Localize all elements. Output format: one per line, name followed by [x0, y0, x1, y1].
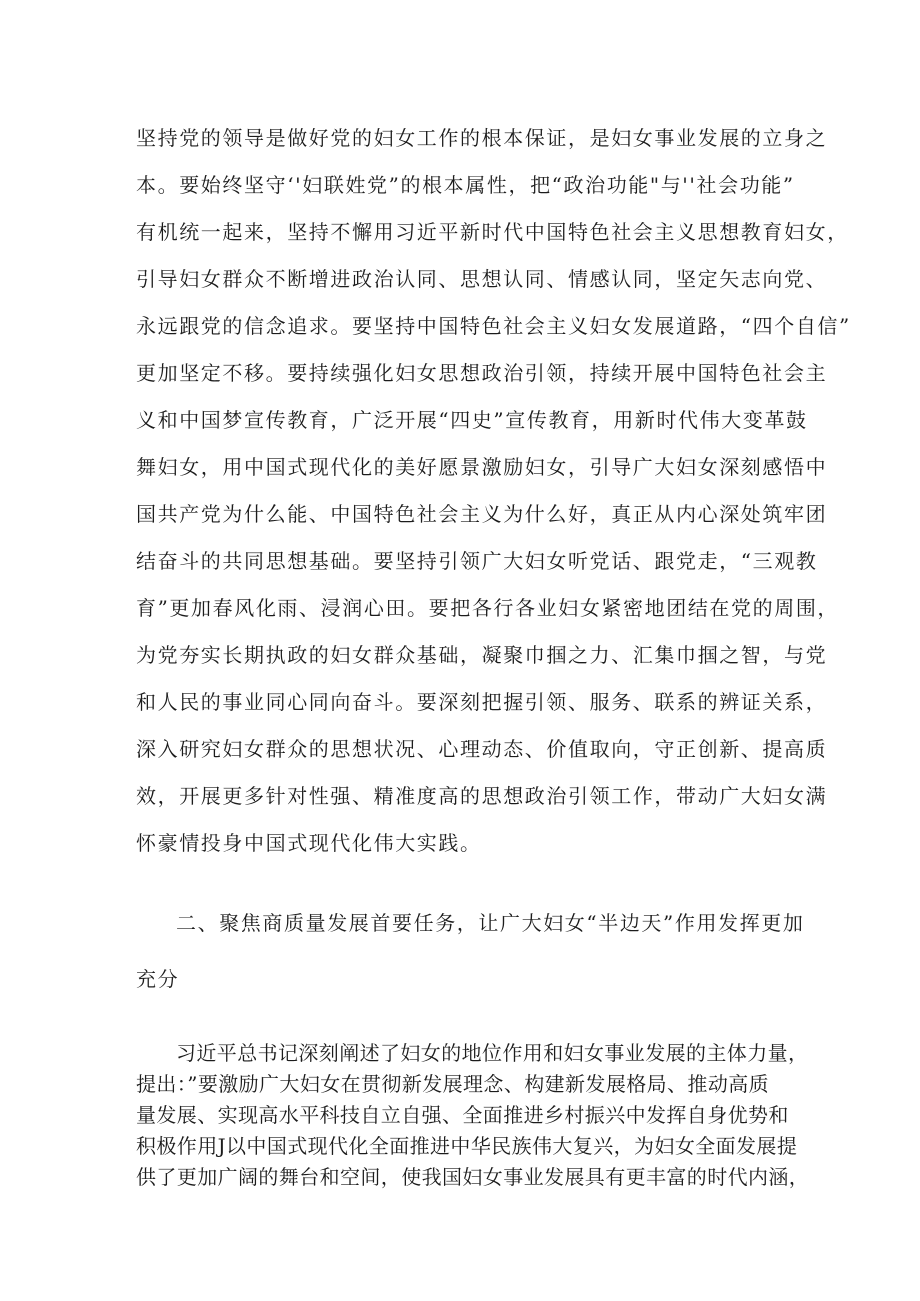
text-line: 国共产党为什么能、中国特色社会主义为什么好，真正从内心深处筑牢团	[136, 502, 828, 526]
text-line: 本。要始终坚守‘'妇联姓党”的根本属性，把“政治功能"与''社会功能”	[136, 173, 795, 197]
text-line: 更加坚定不移。要持续强化妇女思想政治引领，持续开展中国特色社会主	[136, 361, 828, 385]
text-line: 结奋斗的共同思想基础。要坚持引领广大妇女听党话、跟党走，“三观教	[136, 549, 818, 573]
text-line: 为党夯实长期执政的妇女群众基础，凝聚巾掴之力、汇集巾掴之智，与党	[136, 643, 828, 667]
text-line: 量发展、实现高水平科技自立自强、全面推进乡村振兴中发挥自身优势和	[136, 1103, 789, 1127]
text-line: 育”更加春风化雨、浸润心田。要把各行各业妇女紧密地团结在党的周围，	[136, 596, 840, 620]
heading-line: 二、聚焦商质量发展首要任务，让广大妇女“半边天”作用发挥更加	[176, 911, 805, 935]
text-line: 效，开展更多针对性强、精准度高的思想政治引领工作，带动广大妇女满	[136, 784, 828, 808]
text-line: 和人民的事业同心同向奋斗。要深刻把握引领、服务、联系的辨证关系，	[136, 690, 828, 714]
text-line: 习近平总书记深刻阐述了妇女的地位作用和妇女事业发展的主体力量，	[176, 1041, 809, 1065]
text-line: 有机统一起来，坚持不懈用习近平新时代中国特色社会主义思想教育妇女，	[136, 220, 849, 244]
text-line: 供了更加广阔的舞台和空间，使我国妇女事业发展具有更丰富的时代内涵，	[136, 1165, 810, 1189]
text-line: 积极作用J以中国式现代化全面推进中华民族伟大复兴，为妇女全面发展提	[136, 1134, 798, 1158]
text-line: 义和中国梦宣传教育，广泛开展“四史”宣传教育，用新时代伟大变革鼓	[136, 408, 808, 432]
text-line: 引导妇女群众不断增进政治认同、思想认同、情感认同，坚定矢志向党、	[136, 267, 828, 291]
paragraph-party-leadership	[136, 115, 851, 867]
section-heading	[136, 903, 805, 1015]
text-line: 怀豪情投身中国式现代化伟大实践。	[136, 831, 482, 855]
text-line: 坚持党的领导是做好党的妇女工作的根本保证，是妇女事业发展的立身之	[136, 126, 828, 150]
text-line: 永远跟党的信念追求。要坚持中国特色社会主义妇女发展道路，“四个自信”	[136, 314, 851, 338]
text-line: 舞妇女，用中国式现代化的美好愿景激励妇女，引导广大妇女深刻感悟中	[136, 455, 828, 479]
heading-line: 充分	[136, 967, 180, 991]
paragraph-high-quality-development	[136, 1038, 810, 1193]
text-line: 深入研究妇女群众的思想状况、心理动态、价值取向，守正创新、提高质	[136, 737, 828, 761]
text-line: 提出：”要激励广大妇女在贯彻新发展理念、构建新发展格局、推动高质	[136, 1072, 770, 1096]
